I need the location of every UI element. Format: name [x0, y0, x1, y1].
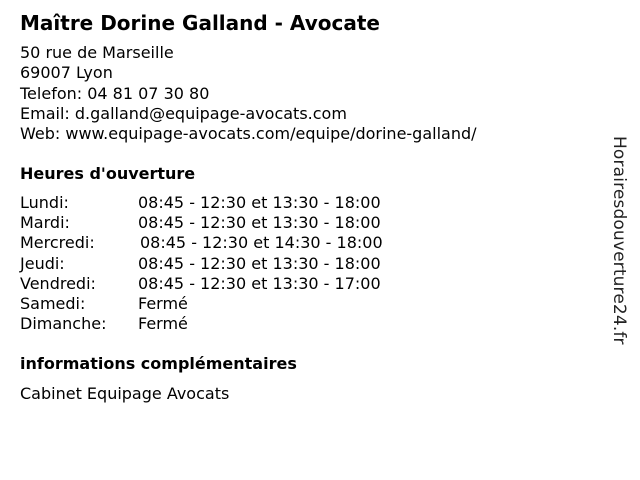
- day-label: Vendredi:: [20, 273, 96, 293]
- additional-info-text: Cabinet Equipage Avocats: [20, 384, 230, 403]
- street-line: 50 rue de Marseille: [20, 43, 174, 62]
- address-block: [20, 43, 477, 144]
- listing-title: Maître Dorine Galland - Avocate: [20, 11, 380, 35]
- additional-info-heading: informations complémentaires: [20, 354, 297, 373]
- time-value: 08:45 - 12:30 et 13:30 - 18:00: [138, 253, 381, 273]
- day-label: Jeudi:: [20, 253, 65, 273]
- time-value: 08:45 - 12:30 et 13:30 - 17:00: [138, 273, 381, 293]
- day-label: Mardi:: [20, 213, 70, 233]
- day-label: Samedi:: [20, 293, 86, 313]
- time-value: 08:45 - 12:30 et 13:30 - 18:00: [138, 213, 381, 233]
- email-line: Email: d.galland@equipage-avocats.com: [20, 103, 347, 123]
- phone-line: Telefon: 04 81 07 30 80: [20, 83, 210, 103]
- opening-hours-heading: Heures d'ouverture: [20, 164, 196, 183]
- day-label: Mercredi:: [20, 233, 95, 253]
- time-value: 08:45 - 12:30 et 13:30 - 18:00: [138, 193, 381, 212]
- time-value: Fermé: [138, 314, 188, 334]
- day-label: Dimanche:: [20, 314, 107, 334]
- day-label: Lundi:: [20, 193, 69, 212]
- watermark-text: Horairesdouverture24.fr: [609, 136, 629, 345]
- time-value: 08:45 - 12:30 et 14:30 - 18:00: [140, 233, 383, 253]
- time-value: Fermé: [138, 293, 188, 313]
- web-line: Web: www.equipage-avocats.com/equipe/dorine-galland/: [20, 124, 477, 144]
- site-watermark: [596, 136, 640, 372]
- city-line: 69007 Lyon: [20, 63, 113, 83]
